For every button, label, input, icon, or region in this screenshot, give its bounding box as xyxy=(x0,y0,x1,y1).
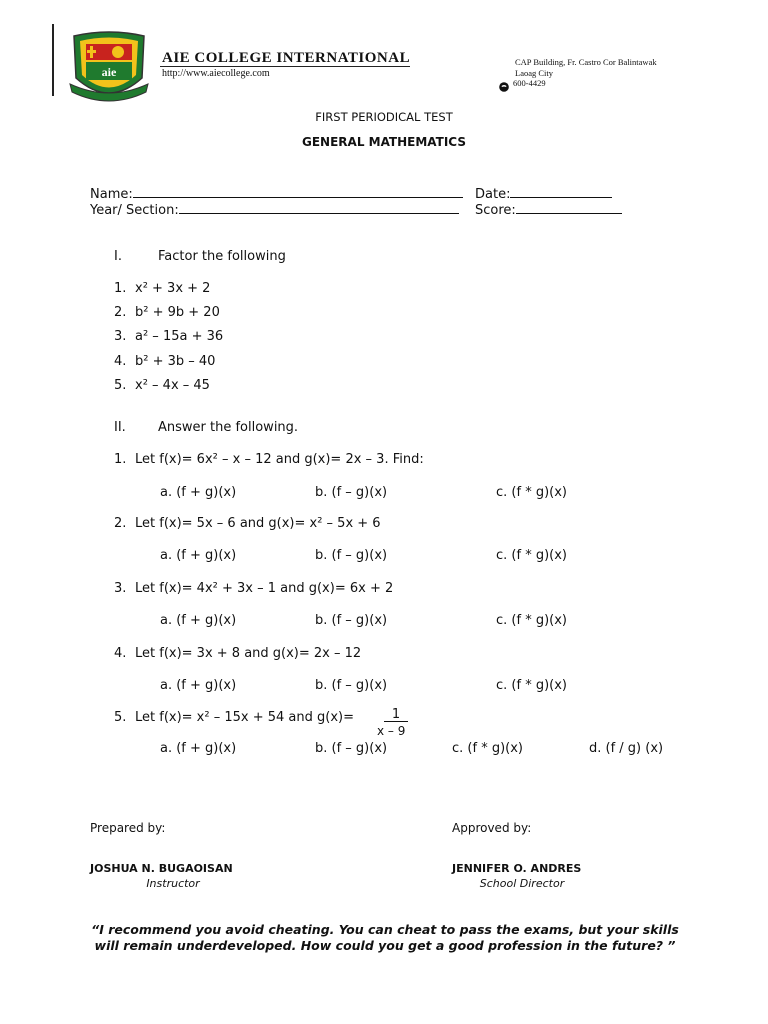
year-section-label: Year/ Section: xyxy=(90,203,179,218)
score-label: Score: xyxy=(475,203,516,218)
choice-c: c. (f * g)(x) xyxy=(496,485,567,500)
choice-a: a. (f + g)(x) xyxy=(160,548,237,563)
factor-expression: x² – 4x – 45 xyxy=(135,378,210,393)
choice-b: b. (f – g)(x) xyxy=(315,741,388,756)
school-url: http://www.aiecollege.com xyxy=(162,68,270,79)
choice-b: b. (f – g)(x) xyxy=(315,485,388,500)
choice-a: a. (f + g)(x) xyxy=(160,741,237,756)
list-item-number: 5. xyxy=(114,378,127,393)
list-item-number: 2. xyxy=(114,305,127,320)
test-title: FIRST PERIODICAL TEST xyxy=(315,110,453,124)
preparer-name: JOSHUA N. BUGAOISAN xyxy=(90,862,233,875)
margin-line xyxy=(52,24,54,96)
phone-number: 600-4429 xyxy=(513,78,546,88)
name-label: Name: xyxy=(90,187,133,202)
address-line2: Laoag City xyxy=(515,68,554,78)
choice-a: a. (f + g)(x) xyxy=(160,678,237,693)
list-item-number: 4. xyxy=(114,354,127,369)
factor-expression: x² + 3x + 2 xyxy=(135,281,211,296)
date-label: Date: xyxy=(475,187,511,202)
year-score-row xyxy=(90,200,622,218)
subject-title: GENERAL MATHEMATICS xyxy=(302,135,466,149)
factor-expression: a² – 15a + 36 xyxy=(135,329,224,344)
school-name: AIE COLLEGE INTERNATIONAL xyxy=(162,50,411,66)
name-field[interactable] xyxy=(133,184,463,198)
choice-a: a. (f + g)(x) xyxy=(160,613,237,628)
approver-name: JENNIFER O. ANDRES xyxy=(452,862,582,875)
choice-a: a. (f + g)(x) xyxy=(160,485,237,500)
problem-text: Let f(x)= 6x² – x – 12 and g(x)= 2x – 3. Find: xyxy=(135,452,424,467)
part1-numeral: I. xyxy=(114,249,122,264)
list-item-number: 1. xyxy=(114,452,127,467)
part2-numeral: II. xyxy=(114,420,126,435)
logo-text: aie xyxy=(101,65,117,79)
list-item-number: 1. xyxy=(114,281,127,296)
choice-d: d. (f / g) (x) xyxy=(589,741,664,756)
date-field[interactable] xyxy=(510,184,612,198)
choice-b: b. (f – g)(x) xyxy=(315,678,388,693)
factor-expression: b² + 9b + 20 xyxy=(135,305,220,320)
problem-text: Let f(x)= x² – 15x + 54 and g(x)= xyxy=(135,710,354,725)
choice-c: c. (f * g)(x) xyxy=(496,678,567,693)
phone-icon xyxy=(499,82,509,92)
choice-c: c. (f * g)(x) xyxy=(496,548,567,563)
fraction-numerator: 1 xyxy=(384,708,408,722)
list-item-number: 5. xyxy=(114,710,127,725)
list-item-number: 3. xyxy=(114,581,127,596)
score-field[interactable] xyxy=(516,200,622,214)
address-line1: CAP Building, Fr. Castro Cor Balintawak xyxy=(515,57,657,67)
problem-text: Let f(x)= 5x – 6 and g(x)= x² – 5x + 6 xyxy=(135,516,381,531)
choice-b: b. (f – g)(x) xyxy=(315,548,388,563)
header-divider xyxy=(160,66,410,67)
closing-quote: “I recommend you avoid cheating. You can cheat to pass the exams, but your skills will remain underdeveloped. How could you get a good profession in the future? ” xyxy=(91,922,679,953)
list-item-number: 4. xyxy=(114,646,127,661)
choice-b: b. (f – g)(x) xyxy=(315,613,388,628)
factor-expression: b² + 3b – 40 xyxy=(135,354,216,369)
list-item-number: 2. xyxy=(114,516,127,531)
part1-instruction: Factor the following xyxy=(158,249,286,264)
preparer-role: Instructor xyxy=(146,877,200,890)
problem-text: Let f(x)= 3x + 8 and g(x)= 2x – 12 xyxy=(135,646,362,661)
year-section-field[interactable] xyxy=(179,200,459,214)
list-item-number: 3. xyxy=(114,329,127,344)
approved-by-label: Approved by: xyxy=(452,821,532,835)
part2-instruction: Answer the following. xyxy=(158,420,299,435)
problem-text: Let f(x)= 4x² + 3x – 1 and g(x)= 6x + 2 xyxy=(135,581,394,596)
fraction-denominator: x – 9 xyxy=(377,724,406,738)
choice-c: c. (f * g)(x) xyxy=(452,741,523,756)
choice-c: c. (f * g)(x) xyxy=(496,613,567,628)
school-logo xyxy=(68,28,150,108)
prepared-by-label: Prepared by: xyxy=(90,821,166,835)
approver-role: School Director xyxy=(479,877,565,890)
